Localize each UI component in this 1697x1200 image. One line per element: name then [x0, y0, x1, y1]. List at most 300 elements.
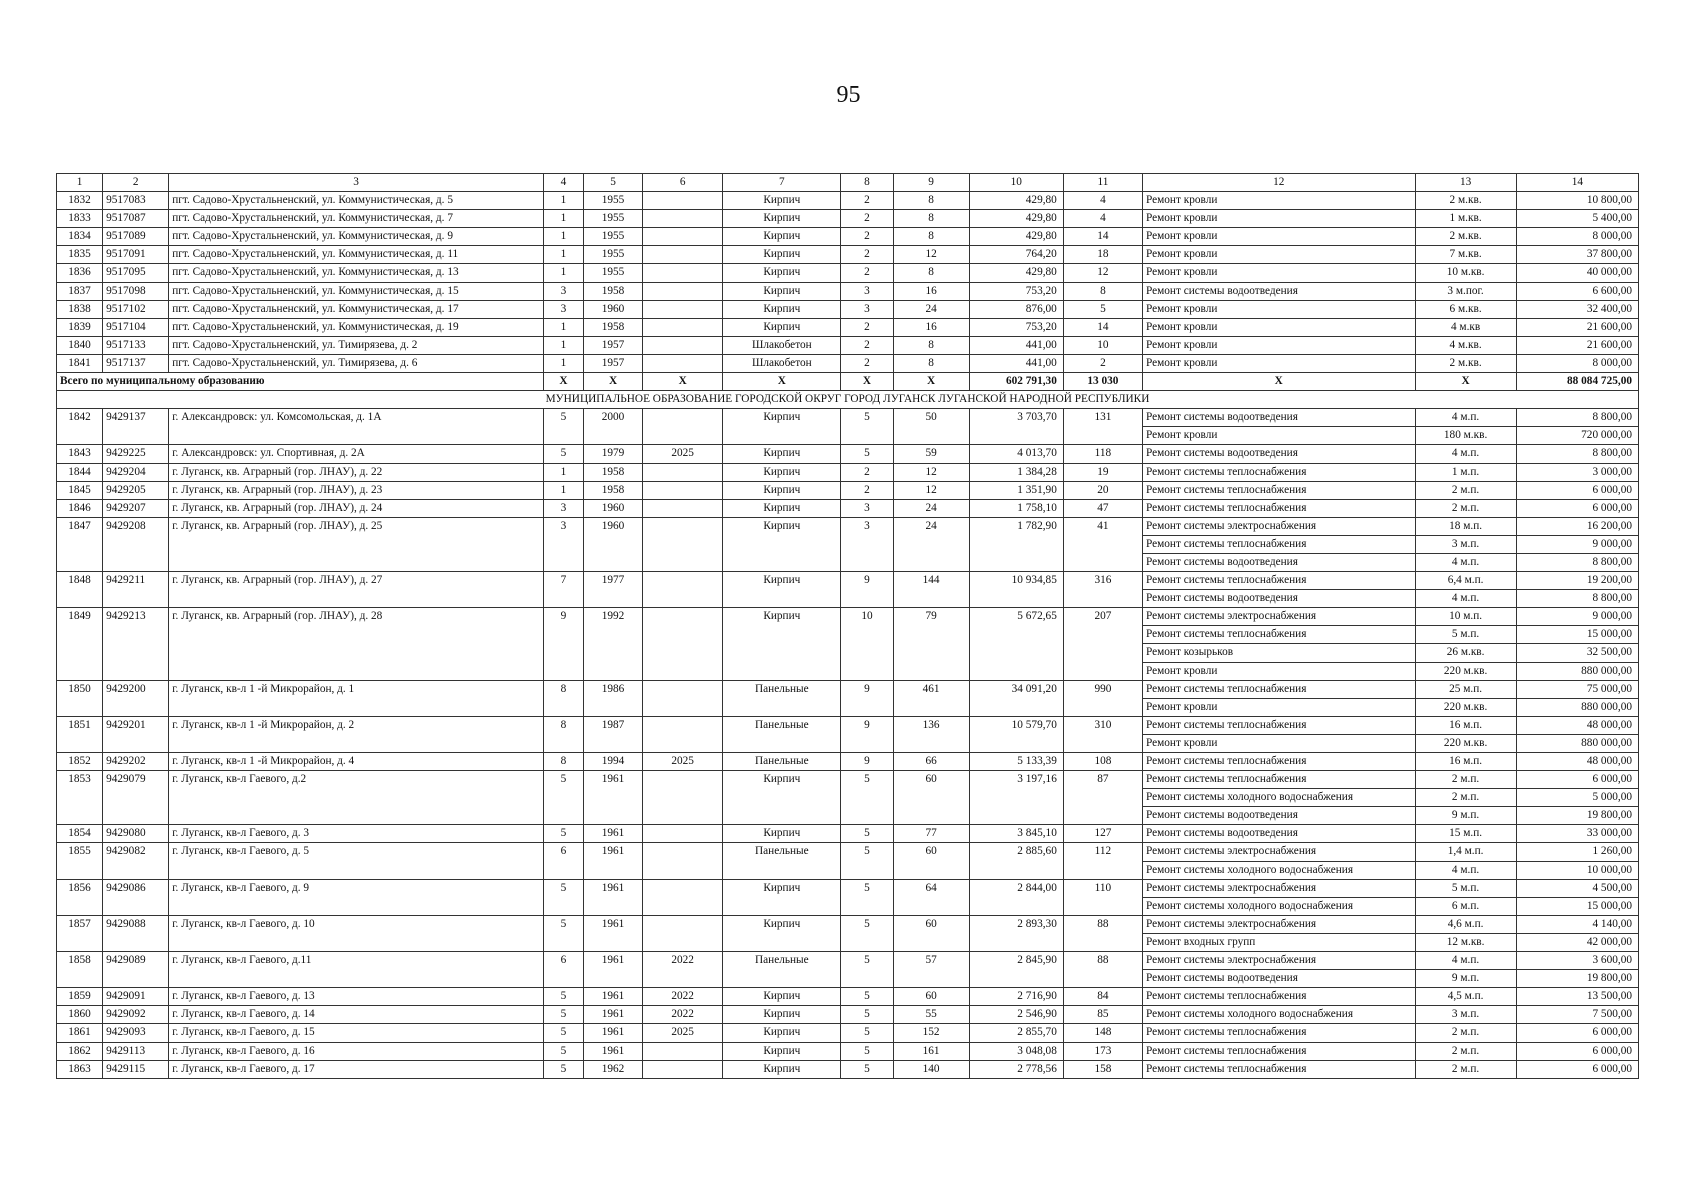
- work-type: Ремонт системы теплоснабжения: [1142, 572, 1415, 590]
- apartments: 140: [893, 1060, 969, 1078]
- table-row: [57, 952, 1639, 970]
- build-year: 1955: [583, 192, 642, 210]
- work-cost: 6 000,00: [1516, 499, 1638, 517]
- house-id: 9429092: [103, 1006, 169, 1024]
- cell-col4: 6: [543, 952, 583, 988]
- apartments: 8: [893, 192, 969, 210]
- work-cost: 75 000,00: [1516, 680, 1638, 698]
- row-number: 1861: [57, 1024, 103, 1042]
- work-cost: 4 140,00: [1516, 915, 1638, 933]
- work-type: Ремонт системы теплоснабжения: [1142, 1024, 1415, 1042]
- build-year: 1961: [583, 988, 642, 1006]
- column-number-1: 1: [57, 174, 103, 192]
- work-volume: 6 м.кв.: [1415, 300, 1516, 318]
- row-number: 1838: [57, 300, 103, 318]
- work-type: Ремонт системы теплоснабжения: [1142, 753, 1415, 771]
- work-cost: 8 800,00: [1516, 445, 1638, 463]
- build-year: 1955: [583, 246, 642, 264]
- floors: 5: [841, 1024, 893, 1042]
- work-type: Ремонт системы теплоснабжения: [1142, 463, 1415, 481]
- row-number: 1843: [57, 445, 103, 463]
- work-type: Ремонт системы водоотведения: [1142, 282, 1415, 300]
- work-type: Ремонт системы теплоснабжения: [1142, 716, 1415, 734]
- address: г. Александровск: ул. Спортивная, д. 2А: [169, 445, 544, 463]
- residents: 310: [1063, 716, 1142, 752]
- area: 1 782,90: [969, 517, 1063, 571]
- work-type: Ремонт системы водоотведения: [1142, 445, 1415, 463]
- work-type: Ремонт кровли: [1142, 192, 1415, 210]
- apartments: 152: [893, 1024, 969, 1042]
- cell-col4: 5: [543, 1006, 583, 1024]
- residents: 4: [1063, 210, 1142, 228]
- work-type: Ремонт системы электроснабжения: [1142, 879, 1415, 897]
- address: пгт. Садово-Хрустальненский, ул. Тимирязева, д. 6: [169, 354, 544, 372]
- cell-col6: [643, 192, 723, 210]
- house-id: 9429079: [103, 771, 169, 825]
- work-volume: 180 м.кв.: [1415, 427, 1516, 445]
- residents: 12: [1063, 264, 1142, 282]
- cell-col6: [643, 336, 723, 354]
- build-year: 1961: [583, 771, 642, 825]
- apartments: 161: [893, 1042, 969, 1060]
- floors: 3: [841, 282, 893, 300]
- cell-col6: [643, 572, 723, 608]
- house-id: 9517098: [103, 282, 169, 300]
- cell-col4: 1: [543, 354, 583, 372]
- work-type: Ремонт козырьков: [1142, 644, 1415, 662]
- table-row: [57, 843, 1639, 861]
- floors: 3: [841, 517, 893, 571]
- residents: 990: [1063, 680, 1142, 716]
- work-volume: 2 м.п.: [1415, 1024, 1516, 1042]
- row-number: 1863: [57, 1060, 103, 1078]
- floors: 2: [841, 463, 893, 481]
- work-type: Ремонт системы электроснабжения: [1142, 517, 1415, 535]
- work-type: Ремонт системы теплоснабжения: [1142, 535, 1415, 553]
- build-year: 1992: [583, 608, 642, 680]
- apartments: 8: [893, 336, 969, 354]
- wall-material: Кирпич: [723, 771, 841, 825]
- section-title: МУНИЦИПАЛЬНОЕ ОБРАЗОВАНИЕ ГОРОДСКОЙ ОКРУГ ГОРОД ЛУГАНСК ЛУГАНСКОЙ НАРОДНОЙ РЕСПУБЛИКИ: [57, 391, 1639, 409]
- wall-material: Кирпич: [723, 1060, 841, 1078]
- cell-col4: 1: [543, 318, 583, 336]
- area: 2 893,30: [969, 915, 1063, 951]
- apartments: 77: [893, 825, 969, 843]
- total-cell: X: [723, 373, 841, 391]
- cell-col4: 5: [543, 915, 583, 951]
- residents: 4: [1063, 192, 1142, 210]
- build-year: 1961: [583, 1042, 642, 1060]
- address: г. Луганск, кв-л Гаевого, д.11: [169, 952, 544, 988]
- residents: 108: [1063, 753, 1142, 771]
- work-cost: 48 000,00: [1516, 716, 1638, 734]
- work-type: Ремонт системы теплоснабжения: [1142, 1042, 1415, 1060]
- cell-col4: 5: [543, 879, 583, 915]
- table-row: [57, 210, 1639, 228]
- wall-material: Кирпич: [723, 445, 841, 463]
- residents: 112: [1063, 843, 1142, 879]
- floors: 2: [841, 228, 893, 246]
- cell-col6: 2022: [643, 952, 723, 988]
- address: г. Луганск, кв-л Гаевого, д.2: [169, 771, 544, 825]
- residents: 87: [1063, 771, 1142, 825]
- row-number: 1849: [57, 608, 103, 680]
- work-type: Ремонт входных групп: [1142, 933, 1415, 951]
- work-cost: 8 000,00: [1516, 228, 1638, 246]
- work-volume: 1 м.п.: [1415, 463, 1516, 481]
- apartments: 12: [893, 481, 969, 499]
- work-type: Ремонт системы теплоснабжения: [1142, 626, 1415, 644]
- address: пгт. Садово-Хрустальненский, ул. Коммунистическая, д. 9: [169, 228, 544, 246]
- house-id: 9429086: [103, 879, 169, 915]
- apartments: 16: [893, 318, 969, 336]
- work-volume: 1 м.кв.: [1415, 210, 1516, 228]
- floors: 5: [841, 409, 893, 445]
- section-row: [57, 391, 1639, 409]
- wall-material: Кирпич: [723, 1006, 841, 1024]
- work-volume: 9 м.п.: [1415, 807, 1516, 825]
- floors: 9: [841, 572, 893, 608]
- residents: 207: [1063, 608, 1142, 680]
- residents: 19: [1063, 463, 1142, 481]
- floors: 10: [841, 608, 893, 680]
- table-row: [57, 336, 1639, 354]
- table-row: [57, 572, 1639, 590]
- row-number: 1835: [57, 246, 103, 264]
- work-type: Ремонт системы холодного водоснабжения: [1142, 897, 1415, 915]
- residents: 127: [1063, 825, 1142, 843]
- apartments: 66: [893, 753, 969, 771]
- work-type: Ремонт системы теплоснабжения: [1142, 988, 1415, 1006]
- residents: 18: [1063, 246, 1142, 264]
- work-volume: 4 м.п.: [1415, 409, 1516, 427]
- work-type: Ремонт кровли: [1142, 210, 1415, 228]
- apartments: 24: [893, 300, 969, 318]
- apartments: 60: [893, 843, 969, 879]
- floors: 5: [841, 1060, 893, 1078]
- apartments: 136: [893, 716, 969, 752]
- cell-col6: [643, 771, 723, 825]
- address: г. Луганск, кв. Аграрный (гор. ЛНАУ), д. 28: [169, 608, 544, 680]
- house-id: 9429091: [103, 988, 169, 1006]
- cell-col4: 3: [543, 517, 583, 571]
- work-cost: 4 500,00: [1516, 879, 1638, 897]
- area: 429,80: [969, 210, 1063, 228]
- work-type: Ремонт системы электроснабжения: [1142, 952, 1415, 970]
- row-number: 1852: [57, 753, 103, 771]
- area: 2 855,70: [969, 1024, 1063, 1042]
- cell-col4: 5: [543, 988, 583, 1006]
- floors: 2: [841, 264, 893, 282]
- table-row: [57, 481, 1639, 499]
- row-number: 1844: [57, 463, 103, 481]
- work-volume: 7 м.кв.: [1415, 246, 1516, 264]
- work-type: Ремонт системы водоотведения: [1142, 590, 1415, 608]
- house-id: 9429208: [103, 517, 169, 571]
- build-year: 1994: [583, 753, 642, 771]
- work-volume: 220 м.кв.: [1415, 734, 1516, 752]
- work-cost: 19 800,00: [1516, 807, 1638, 825]
- work-cost: 880 000,00: [1516, 734, 1638, 752]
- apartments: 461: [893, 680, 969, 716]
- build-year: 1957: [583, 354, 642, 372]
- area: 10 934,85: [969, 572, 1063, 608]
- work-cost: 3 600,00: [1516, 952, 1638, 970]
- wall-material: Кирпич: [723, 210, 841, 228]
- work-cost: 33 000,00: [1516, 825, 1638, 843]
- row-number: 1860: [57, 1006, 103, 1024]
- apartments: 60: [893, 988, 969, 1006]
- work-type: Ремонт кровли: [1142, 336, 1415, 354]
- work-type: Ремонт кровли: [1142, 300, 1415, 318]
- cell-col4: 3: [543, 499, 583, 517]
- residents: 148: [1063, 1024, 1142, 1042]
- total-row: [57, 373, 1639, 391]
- area: 2 716,90: [969, 988, 1063, 1006]
- wall-material: Кирпич: [723, 192, 841, 210]
- wall-material: Кирпич: [723, 879, 841, 915]
- row-number: 1846: [57, 499, 103, 517]
- wall-material: Кирпич: [723, 1024, 841, 1042]
- address: г. Луганск, кв. Аграрный (гор. ЛНАУ), д. 24: [169, 499, 544, 517]
- work-cost: 8 800,00: [1516, 553, 1638, 571]
- column-number-2: 2: [103, 174, 169, 192]
- apartments: 12: [893, 463, 969, 481]
- work-cost: 1 260,00: [1516, 843, 1638, 861]
- house-id: 9429137: [103, 409, 169, 445]
- address: пгт. Садово-Хрустальненский, ул. Коммунистическая, д. 17: [169, 300, 544, 318]
- area: 2 546,90: [969, 1006, 1063, 1024]
- column-number-12: 12: [1142, 174, 1415, 192]
- build-year: 1960: [583, 300, 642, 318]
- build-year: 2000: [583, 409, 642, 445]
- floors: 2: [841, 192, 893, 210]
- cell-col4: 1: [543, 228, 583, 246]
- residents: 10: [1063, 336, 1142, 354]
- wall-material: Кирпич: [723, 481, 841, 499]
- column-number-4: 4: [543, 174, 583, 192]
- row-number: 1857: [57, 915, 103, 951]
- work-volume: 4,5 м.п.: [1415, 988, 1516, 1006]
- work-cost: 21 600,00: [1516, 318, 1638, 336]
- residents: 41: [1063, 517, 1142, 571]
- house-id: 9429205: [103, 481, 169, 499]
- wall-material: Панельные: [723, 753, 841, 771]
- total-cell: X: [893, 373, 969, 391]
- cell-col6: [643, 825, 723, 843]
- floors: 2: [841, 354, 893, 372]
- apartments: 50: [893, 409, 969, 445]
- apartments: 64: [893, 879, 969, 915]
- area: 10 579,70: [969, 716, 1063, 752]
- build-year: 1979: [583, 445, 642, 463]
- row-number: 1851: [57, 716, 103, 752]
- address: пгт. Садово-Хрустальненский, ул. Коммунистическая, д. 5: [169, 192, 544, 210]
- column-number-9: 9: [893, 174, 969, 192]
- work-volume: 5 м.п.: [1415, 879, 1516, 897]
- cell-col6: [643, 318, 723, 336]
- wall-material: Кирпич: [723, 825, 841, 843]
- house-id: 9517137: [103, 354, 169, 372]
- cell-col4: 1: [543, 210, 583, 228]
- area: 3 845,10: [969, 825, 1063, 843]
- work-type: Ремонт кровли: [1142, 354, 1415, 372]
- row-number: 1841: [57, 354, 103, 372]
- work-volume: 4 м.п.: [1415, 590, 1516, 608]
- build-year: 1958: [583, 463, 642, 481]
- wall-material: Кирпич: [723, 282, 841, 300]
- work-cost: 8 800,00: [1516, 409, 1638, 427]
- house-id: 9429093: [103, 1024, 169, 1042]
- address: г. Луганск, кв. Аграрный (гор. ЛНАУ), д. 27: [169, 572, 544, 608]
- build-year: 1955: [583, 210, 642, 228]
- apartments: 144: [893, 572, 969, 608]
- table-row: [57, 680, 1639, 698]
- area: 1 758,10: [969, 499, 1063, 517]
- area: 441,00: [969, 354, 1063, 372]
- wall-material: Кирпич: [723, 572, 841, 608]
- residents: 88: [1063, 915, 1142, 951]
- cell-col6: 2022: [643, 988, 723, 1006]
- apartments: 16: [893, 282, 969, 300]
- floors: 3: [841, 300, 893, 318]
- apartments: 8: [893, 228, 969, 246]
- work-cost: 15 000,00: [1516, 897, 1638, 915]
- work-cost: 6 000,00: [1516, 1060, 1638, 1078]
- apartments: 60: [893, 771, 969, 825]
- work-volume: 2 м.п.: [1415, 1042, 1516, 1060]
- total-cost: 88 084 725,00: [1516, 373, 1638, 391]
- cell-col4: 5: [543, 445, 583, 463]
- wall-material: Панельные: [723, 952, 841, 988]
- area: 876,00: [969, 300, 1063, 318]
- row-number: 1836: [57, 264, 103, 282]
- area: 441,00: [969, 336, 1063, 354]
- work-type: Ремонт системы теплоснабжения: [1142, 680, 1415, 698]
- row-number: 1847: [57, 517, 103, 571]
- work-cost: 13 500,00: [1516, 988, 1638, 1006]
- apartments: 57: [893, 952, 969, 988]
- work-cost: 3 000,00: [1516, 463, 1638, 481]
- cell-col4: 6: [543, 843, 583, 879]
- work-cost: 19 800,00: [1516, 970, 1638, 988]
- floors: 5: [841, 915, 893, 951]
- table-row: [57, 753, 1639, 771]
- work-volume: 6 м.п.: [1415, 897, 1516, 915]
- house-id: 9517104: [103, 318, 169, 336]
- work-type: Ремонт кровли: [1142, 662, 1415, 680]
- work-volume: 4 м.п.: [1415, 445, 1516, 463]
- residents: 5: [1063, 300, 1142, 318]
- row-number: 1858: [57, 952, 103, 988]
- apartments: 79: [893, 608, 969, 680]
- work-volume: 1,4 м.п.: [1415, 843, 1516, 861]
- work-type: Ремонт системы водоотведения: [1142, 553, 1415, 571]
- area: 2 844,00: [969, 879, 1063, 915]
- wall-material: Кирпич: [723, 915, 841, 951]
- work-type: Ремонт системы теплоснабжения: [1142, 771, 1415, 789]
- work-cost: 9 000,00: [1516, 608, 1638, 626]
- table-row: [57, 264, 1639, 282]
- address: г. Луганск, кв-л Гаевого, д. 16: [169, 1042, 544, 1060]
- wall-material: Кирпич: [723, 517, 841, 571]
- cell-col4: 1: [543, 481, 583, 499]
- house-id: 9517089: [103, 228, 169, 246]
- area: 34 091,20: [969, 680, 1063, 716]
- house-id: 9429080: [103, 825, 169, 843]
- address: г. Луганск, кв-л Гаевого, д. 14: [169, 1006, 544, 1024]
- cell-col6: [643, 517, 723, 571]
- area: 2 845,90: [969, 952, 1063, 988]
- floors: 2: [841, 318, 893, 336]
- apartments: 60: [893, 915, 969, 951]
- total-label: Всего по муниципальному образованию: [57, 373, 544, 391]
- address: г. Луганск, кв-л Гаевого, д. 15: [169, 1024, 544, 1042]
- work-cost: 880 000,00: [1516, 662, 1638, 680]
- area: 5 672,65: [969, 608, 1063, 680]
- cell-col6: [643, 716, 723, 752]
- address: пгт. Садово-Хрустальненский, ул. Тимирязева, д. 2: [169, 336, 544, 354]
- cell-col4: 3: [543, 300, 583, 318]
- build-year: 1957: [583, 336, 642, 354]
- row-number: 1832: [57, 192, 103, 210]
- area: 2 778,56: [969, 1060, 1063, 1078]
- work-type: Ремонт кровли: [1142, 246, 1415, 264]
- wall-material: Кирпич: [723, 608, 841, 680]
- work-volume: 220 м.кв.: [1415, 698, 1516, 716]
- row-number: 1853: [57, 771, 103, 825]
- table-row: [57, 228, 1639, 246]
- work-cost: 6 000,00: [1516, 481, 1638, 499]
- area: 1 384,28: [969, 463, 1063, 481]
- residents: 47: [1063, 499, 1142, 517]
- apartments: 55: [893, 1006, 969, 1024]
- work-cost: 6 600,00: [1516, 282, 1638, 300]
- build-year: 1962: [583, 1060, 642, 1078]
- floors: 2: [841, 210, 893, 228]
- work-volume: 10 м.п.: [1415, 608, 1516, 626]
- floors: 5: [841, 825, 893, 843]
- house-id: 9517133: [103, 336, 169, 354]
- column-number-7: 7: [723, 174, 841, 192]
- work-cost: 6 000,00: [1516, 771, 1638, 789]
- work-volume: 6,4 м.п.: [1415, 572, 1516, 590]
- work-volume: 2 м.п.: [1415, 499, 1516, 517]
- table-row: [57, 300, 1639, 318]
- cell-col4: 1: [543, 336, 583, 354]
- cell-col4: 8: [543, 680, 583, 716]
- cell-col4: 5: [543, 1042, 583, 1060]
- cell-col6: [643, 680, 723, 716]
- build-year: 1960: [583, 499, 642, 517]
- residents: 84: [1063, 988, 1142, 1006]
- area: 4 013,70: [969, 445, 1063, 463]
- work-type: Ремонт кровли: [1142, 734, 1415, 752]
- wall-material: Кирпич: [723, 264, 841, 282]
- house-id: 9429201: [103, 716, 169, 752]
- cell-col6: [643, 354, 723, 372]
- work-volume: 26 м.кв.: [1415, 644, 1516, 662]
- cell-col6: [643, 608, 723, 680]
- residents: 110: [1063, 879, 1142, 915]
- cell-col6: [643, 228, 723, 246]
- work-volume: 25 м.п.: [1415, 680, 1516, 698]
- floors: 5: [841, 952, 893, 988]
- cell-col6: 2025: [643, 753, 723, 771]
- wall-material: Панельные: [723, 843, 841, 879]
- residents: 131: [1063, 409, 1142, 445]
- work-volume: 2 м.кв.: [1415, 228, 1516, 246]
